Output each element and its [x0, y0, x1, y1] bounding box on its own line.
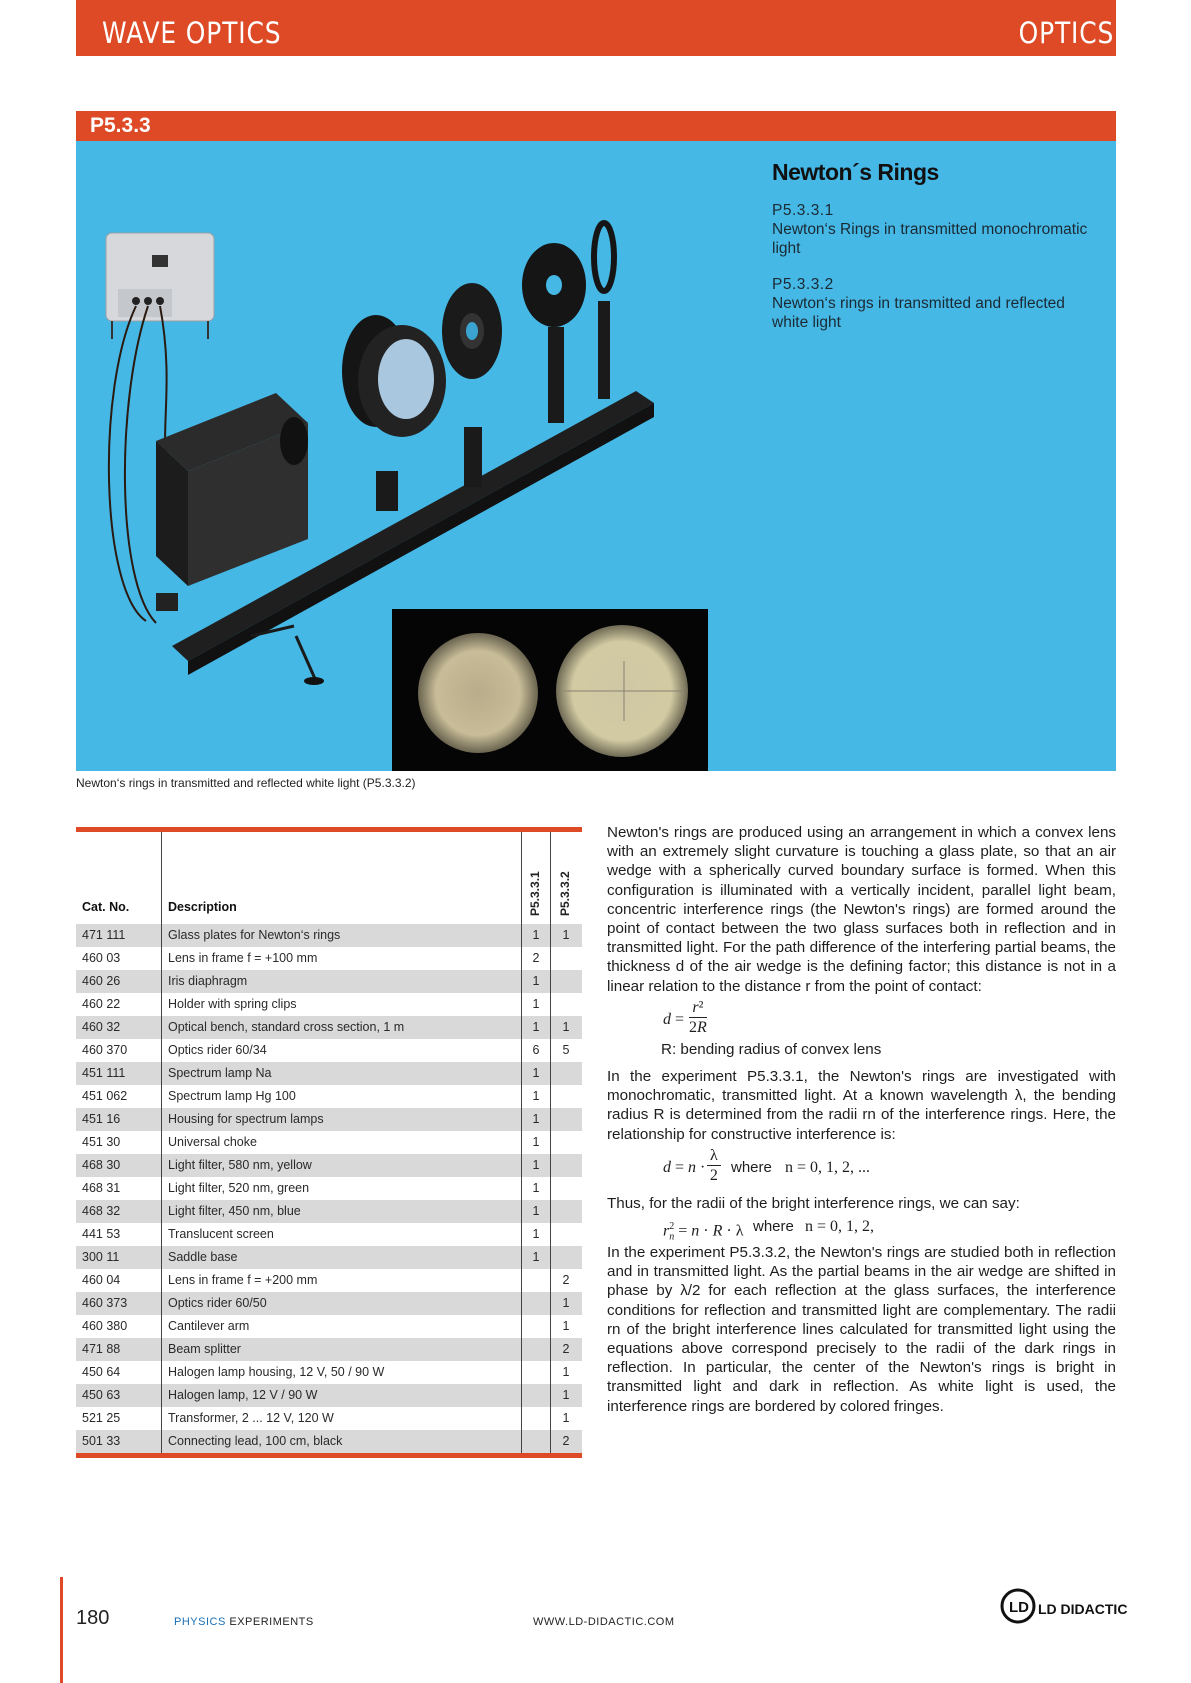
cat-no-cell: 460 32: [82, 1020, 121, 1034]
qty-a-cell: 1: [532, 1066, 540, 1080]
table-row: [76, 1085, 582, 1108]
cat-no-cell: 451 30: [82, 1135, 121, 1149]
table-row: [76, 1292, 582, 1315]
table-row: [76, 1407, 582, 1430]
cat-no-cell: 521 25: [82, 1411, 121, 1425]
table-row: [76, 1108, 582, 1131]
description-cell: Optics rider 60/50: [168, 1296, 267, 1310]
qty-a-cell: 1: [532, 1112, 540, 1126]
cat-no-cell: 450 64: [82, 1365, 121, 1379]
chapter-header: [76, 0, 1116, 56]
table-row: [76, 1200, 582, 1223]
paragraph: In the experiment P5.3.3.1, the Newton's rings are investigated with monochromatic, transmitted light. At a known wavelength λ, the bending radius R is determined from the radii rn of the interference rings. Here, the relationship for constructive interference is:: [607, 1068, 1116, 1143]
experiment-number: P5.3.3.1: [772, 202, 834, 219]
table-row: [76, 1384, 582, 1407]
cat-no-cell: 501 33: [82, 1434, 121, 1448]
table-row: [76, 1039, 582, 1062]
figure-caption: Newton‘s rings in transmitted and reflected white light (P5.3.3.2): [76, 776, 416, 790]
description-cell: Connecting lead, 100 cm, black: [168, 1434, 343, 1448]
chapter-title: WAVE OPTICS: [102, 16, 282, 50]
qty-b-cell: 5: [562, 1043, 570, 1057]
table-row: [76, 1177, 582, 1200]
table-row: [76, 1062, 582, 1085]
cat-no-cell: 460 380: [82, 1319, 128, 1333]
table-row: [76, 947, 582, 970]
table-row: [76, 1246, 582, 1269]
description-cell: Lens in frame f = +100 mm: [168, 951, 318, 965]
cat-no-cell: 471 111: [82, 928, 126, 942]
ld-didactic-logo: [1000, 1588, 1128, 1629]
cat-no-cell: 441 53: [82, 1227, 121, 1241]
svg-text:LD: LD: [1009, 1599, 1029, 1616]
experiment-description: Newton‘s Rings in transmitted monochromatic light: [772, 221, 1088, 257]
table-header: [76, 832, 582, 924]
experiment-item: [772, 201, 1102, 258]
section-code: P5.3.3: [90, 114, 151, 137]
qty-b-cell: 1: [562, 928, 570, 942]
qty-a-cell: 6: [532, 1043, 540, 1057]
header-col-a: P5.3.3.1: [528, 871, 542, 916]
experiment-number: P5.3.3.2: [772, 276, 834, 293]
table-body: [76, 924, 582, 1453]
footer-rule: [60, 1577, 63, 1683]
table-row: [76, 1154, 582, 1177]
formula-thickness: d = $\frac{\text{r²}}{2R}$: [663, 998, 707, 1037]
cat-no-cell: 451 111: [82, 1066, 126, 1080]
experiment-title: Newton´s Rings: [772, 159, 939, 185]
description-cell: Optics rider 60/34: [168, 1043, 267, 1057]
qty-b-cell: 2: [562, 1342, 570, 1356]
description-cell: Halogen lamp, 12 V / 90 W: [168, 1388, 318, 1402]
qty-b-cell: 2: [562, 1434, 570, 1448]
cat-no-cell: 468 32: [82, 1204, 121, 1218]
cat-no-cell: 460 370: [82, 1043, 128, 1057]
cat-no-cell: 300 11: [82, 1250, 120, 1264]
paragraph: Thus, for the radii of the bright interference rings, we can say:: [607, 1194, 1020, 1212]
qty-b-cell: 1: [562, 1411, 570, 1425]
description-cell: Universal choke: [168, 1135, 257, 1149]
description-cell: Iris diaphragm: [168, 974, 248, 988]
svg-text:LD DIDACTIC: LD DIDACTIC: [1038, 1601, 1128, 1617]
qty-a-cell: 1: [532, 1020, 540, 1034]
table-row: [76, 924, 582, 947]
qty-a-cell: 1: [532, 1158, 540, 1172]
formula-radii: $r_n^2 = n \cdot R \cdot \lambda$ where n = 0, 1, 2,: [663, 1218, 875, 1243]
description-cell: Spectrum lamp Na: [168, 1066, 272, 1080]
cat-no-cell: 460 26: [82, 974, 121, 988]
footer-brand: PHYSICS EXPERIMENTS: [174, 1616, 314, 1628]
table-row: [76, 1131, 582, 1154]
description-cell: Light filter, 520 nm, green: [168, 1181, 310, 1195]
description-cell: Light filter, 450 nm, blue: [168, 1204, 301, 1218]
qty-a-cell: 1: [532, 1204, 540, 1218]
qty-a-cell: 2: [532, 951, 540, 965]
qty-b-cell: 2: [562, 1273, 570, 1287]
page-number: 180: [76, 1607, 110, 1629]
table-row: [76, 1269, 582, 1292]
description-cell: Light filter, 580 nm, yellow: [168, 1158, 312, 1172]
table-row: [76, 1361, 582, 1384]
description-cell: Glass plates for Newton‘s rings: [168, 928, 341, 942]
qty-a-cell: 1: [532, 1250, 540, 1264]
table-row: [76, 1430, 582, 1453]
qty-a-cell: 1: [532, 1089, 540, 1103]
formula-constructive: d = n · $\frac{\lambda}{2}$ where n = 0, 1, 2, ...: [663, 1146, 871, 1185]
qty-b-cell: 1: [562, 1296, 570, 1310]
description-cell: Halogen lamp housing, 12 V, 50 / 90 W: [168, 1365, 385, 1379]
qty-a-cell: 1: [532, 1181, 540, 1195]
qty-a-cell: 1: [532, 1135, 540, 1149]
experiment-description: Newton‘s rings in transmitted and reflected white light: [772, 295, 1065, 331]
cat-no-cell: 451 16: [82, 1112, 121, 1126]
cat-no-cell: 471 88: [82, 1342, 121, 1356]
description-cell: Beam splitter: [168, 1342, 241, 1356]
qty-a-cell: 1: [532, 997, 540, 1011]
qty-b-cell: 1: [562, 1365, 570, 1379]
qty-a-cell: 1: [532, 974, 540, 988]
description-cell: Housing for spectrum lamps: [168, 1112, 324, 1126]
cat-no-cell: 460 04: [82, 1273, 121, 1287]
header-description: Description: [168, 900, 237, 914]
cat-no-cell: 468 31: [82, 1181, 121, 1195]
description-cell: Lens in frame f = +200 mm: [168, 1273, 318, 1287]
header-col-b: P5.3.3.2: [558, 871, 572, 916]
description-cell: Saddle base: [168, 1250, 238, 1264]
experiment-item: [772, 275, 1102, 332]
cat-no-cell: 451 062: [82, 1089, 128, 1103]
qty-b-cell: 1: [562, 1388, 570, 1402]
description-cell: Translucent screen: [168, 1227, 274, 1241]
table-row: [76, 1315, 582, 1338]
description-cell: Cantilever arm: [168, 1319, 250, 1333]
equipment-table: [76, 827, 582, 1458]
cat-no-cell: 460 373: [82, 1296, 128, 1310]
description-cell: Spectrum lamp Hg 100: [168, 1089, 296, 1103]
cat-no-cell: 450 63: [82, 1388, 121, 1402]
qty-b-cell: 1: [562, 1020, 570, 1034]
qty-b-cell: 1: [562, 1319, 570, 1333]
description-cell: Optical bench, standard cross section, 1 m: [168, 1020, 405, 1034]
table-row: [76, 970, 582, 993]
table-row: [76, 1223, 582, 1246]
paragraph: In the experiment P5.3.3.2, the Newton's rings are studied both in reflection and in transmitted light. As the partial beams in the air wedge are shifted in phase by λ/2 for each reflection at the glass surfaces, the interference conditions for reflection and transmitted light are complementary. The radii rn of the bright interference lines calculated for transmitted light using the equations above correspond precisely to the radii of the dark rings in reflection. In particular, the center of the Newton's rings is bright in transmitted light and dark in reflection. As white light is used, the interference rings are bordered by colored fringes.: [607, 1244, 1116, 1415]
cat-no-cell: 460 03: [82, 951, 121, 965]
section-bar: [76, 111, 1116, 141]
table-row: [76, 1016, 582, 1039]
footer-url: WWW.LD-DIDACTIC.COM: [533, 1616, 675, 1628]
rings-photo: [392, 609, 708, 771]
topic-title: OPTICS: [1018, 16, 1114, 50]
formula-label: R: bending radius of convex lens: [661, 1040, 882, 1058]
description-cell: Holder with spring clips: [168, 997, 297, 1011]
body-text: [607, 823, 1116, 1416]
table-row: [76, 1338, 582, 1361]
cat-no-cell: 460 22: [82, 997, 121, 1011]
experiment-panel: [76, 141, 1116, 771]
header-cat-no: Cat. No.: [82, 900, 130, 914]
qty-a-cell: 1: [532, 928, 540, 942]
qty-a-cell: 1: [532, 1227, 540, 1241]
paragraph: Newton's rings are produced using an arrangement in which a convex lens with an extremely slight curvature is touching a glass plate, so that an air wedge with a spherically curved boundary surface is formed. When this configuration is illuminated with a vertically incident, parallel light beam, concentric interference rings (the Newton's rings) are formed around the point of contact between the two glass surfaces both in reflection and in transmitted light. For the path difference of the interfering partial beams, the thickness d of the air wedge is the defining factor; this distance is not in a linear relation to the distance r from the point of contact:: [607, 824, 1116, 995]
description-cell: Transformer, 2 ... 12 V, 120 W: [168, 1411, 334, 1425]
cat-no-cell: 468 30: [82, 1158, 121, 1172]
table-row: [76, 993, 582, 1016]
